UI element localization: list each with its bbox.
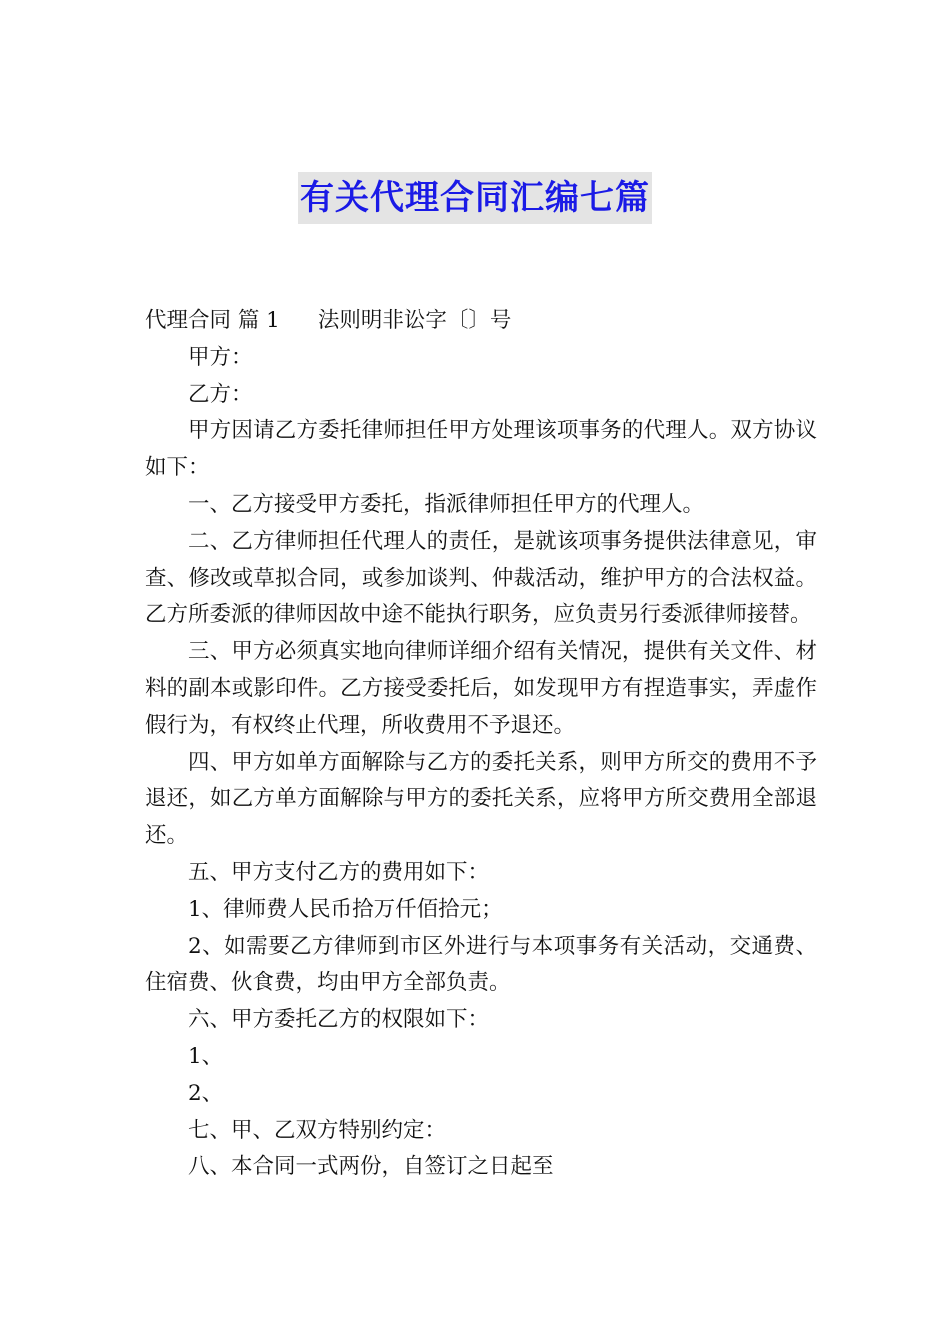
clause-7: 七、甲、乙双方特别约定： <box>188 1117 447 1143</box>
section-heading <box>145 303 817 340</box>
case-number: 法则明非讼字〔〕号 <box>317 308 512 333</box>
document-body <box>145 303 817 1186</box>
intro-paragraph: 甲方因请乙方委托律师担任甲方处理该项事务的代理人。双方协议如下： <box>145 418 817 481</box>
page-title <box>0 172 950 224</box>
page-title-text: 有关代理合同汇编七篇 <box>298 172 652 224</box>
party-b-line: 乙方： <box>188 381 253 407</box>
clause-6: 六、甲方委托乙方的权限如下： <box>188 1007 490 1033</box>
section-label: 代理合同 篇 1 <box>145 308 280 333</box>
clause-5: 五、甲方支付乙方的费用如下： <box>188 859 490 885</box>
party-a-line: 甲方： <box>188 344 253 370</box>
clause-3: 三、甲方必须真实地向律师详细介绍有关情况，提供有关文件、材料的副本或影印件。乙方接受委托后，如发现甲方有捏造事实，弄虚作假行为，有权终止代理，所收费用不予退还。 <box>145 639 817 738</box>
clause-4: 四、甲方如单方面解除与乙方的委托关系，则甲方所交的费用不予退还，如乙方单方面解除与甲方的委托关系，应将甲方所交费用全部退还。 <box>145 749 817 849</box>
clause-1: 一、乙方接受甲方委托，指派律师担任甲方的代理人。 <box>188 491 705 517</box>
clause-6-item-2: 2、 <box>188 1080 224 1106</box>
clause-5-item-1: 1、律师费人民币拾万仟佰拾元； <box>188 896 503 922</box>
clause-5-item-2: 2、如需要乙方律师到市区外进行与本项事务有关活动，交通费、住宿费、伙食费，均由甲方全部负责。 <box>145 933 817 996</box>
clause-2: 二、乙方律师担任代理人的责任，是就该项事务提供法律意见，审查、修改或草拟合同，或参加谈判、仲裁活动，维护甲方的合法权益。乙方所委派的律师因故中途不能执行职务，应负责另行委派律师接替。 <box>145 528 817 628</box>
clause-6-item-1: 1、 <box>188 1043 224 1069</box>
clause-8: 八、本合同一式两份，自签订之日起至 <box>188 1154 554 1180</box>
